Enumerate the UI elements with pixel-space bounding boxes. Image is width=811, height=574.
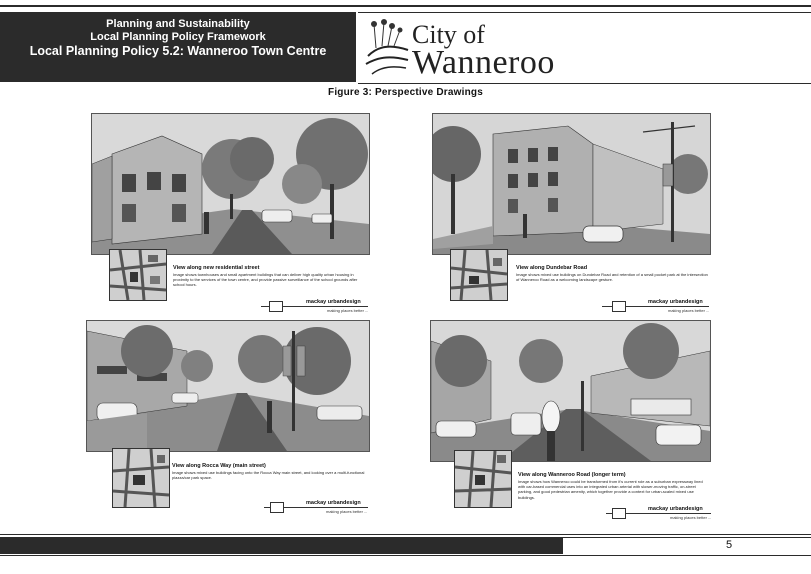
- footer-bar-left: [0, 537, 338, 554]
- panel-title: View along Dundebar Road: [516, 265, 588, 271]
- panel-title: View along new residential street: [173, 265, 260, 271]
- footer-bottom-rule: [0, 555, 811, 556]
- sketch-rocca-way: [86, 320, 370, 452]
- panel-wanneroo-road: [430, 320, 711, 525]
- footer-bar-middle: [338, 537, 563, 554]
- header-line-1: Planning and Sustainability: [106, 18, 250, 30]
- site-plan-inset: [112, 448, 170, 508]
- panel-description: Image shows mixed use buildings facing onto the Rocca Way main street, and looking over a multi-functional piazza/car park space.: [172, 470, 365, 481]
- panel-description: Image shows townhouses and small apartment buildings that can deliver high quality urban housing in proximity to the services of the town centre, and provide passive surveillance of the school grounds after school hours.: [173, 272, 358, 288]
- figure-title: Figure 3: Perspective Drawings: [328, 87, 483, 98]
- brand-name: mackay urbandesign: [306, 299, 361, 305]
- panel-dundebar-road: [432, 113, 711, 318]
- brand-tagline: making places better ...: [668, 308, 710, 313]
- brand-tagline: making places better ...: [326, 509, 368, 514]
- mackay-logo-icon: [612, 508, 626, 519]
- panel-title: View along Wanneroo Road (longer term): [518, 472, 626, 478]
- header-title: [0, 18, 356, 58]
- logo-wanneroo: Wanneroo: [412, 44, 555, 81]
- logo-city-of: City of: [412, 20, 485, 49]
- panel-description: Image shows mixed use buildings on Dundebar Road and retention of a small pocket park at the intersection of Wanneroo Road as a welcoming landscape gesture.: [516, 272, 708, 283]
- site-plan-inset: [109, 249, 167, 301]
- header-line-3: Local Planning Policy 5.2: Wanneroo Town Centre: [29, 44, 327, 58]
- brand-name: mackay urbandesign: [648, 506, 703, 512]
- sketch-wanneroo-road: [430, 320, 711, 462]
- brand-tagline: making places better ...: [670, 515, 712, 520]
- panel-description: Image shows how Wanneroo could be transformed from it's current role as a suburban expressway lined with car-based commercial uses into an integrated urban arterial with slower-moving traffic, on-street parking, and good pedestrian amenity, which together provide a context for urban-scaled mixed use buildings.: [518, 479, 703, 500]
- header-line-2: Local Planning Policy Framework: [90, 31, 266, 43]
- mackay-logo-icon: [612, 301, 626, 312]
- footer-right-rule: [563, 537, 811, 538]
- sketch-residential-street: [91, 113, 370, 255]
- brand-name: mackay urbandesign: [306, 500, 361, 506]
- page-number: 5: [726, 539, 733, 551]
- brand-name: mackay urbandesign: [648, 299, 703, 305]
- site-plan-inset: [454, 450, 512, 508]
- brand-tagline: making places better ...: [327, 308, 369, 313]
- mackay-logo-icon: [269, 301, 283, 312]
- header-top-rule: [0, 5, 811, 7]
- site-plan-inset: [450, 249, 508, 301]
- panel-rocca-way: [86, 320, 370, 520]
- city-logo-icon: [362, 16, 412, 78]
- panel-residential-street: [91, 113, 370, 318]
- footer-top-rule: [0, 534, 811, 535]
- sketch-dundebar-road: [432, 113, 711, 255]
- panel-title: View along Rocca Way (main street): [172, 463, 266, 469]
- mackay-logo-icon: [270, 502, 284, 513]
